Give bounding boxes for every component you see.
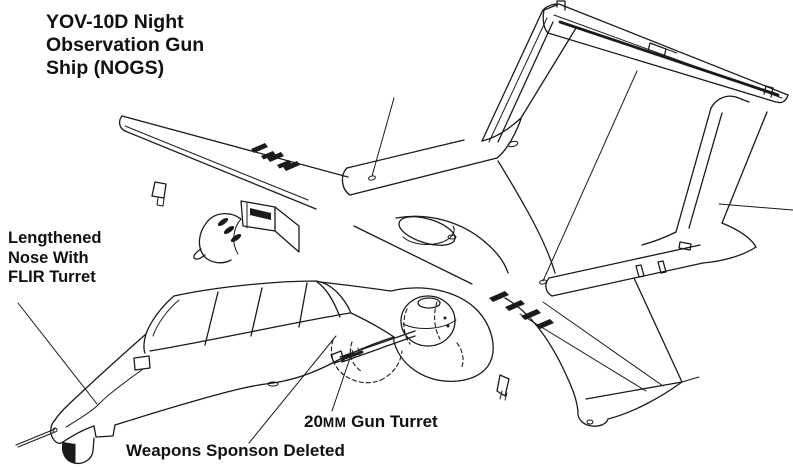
right-tail-boom <box>539 232 756 296</box>
figure-title-line1: YOV-10D Night <box>46 11 184 33</box>
wing <box>120 116 699 426</box>
engine-nacelle <box>241 201 299 252</box>
label-lengthened-nose-line2: Nose With <box>8 248 89 267</box>
figure-title-line2: Observation Gun <box>46 34 205 56</box>
label-lengthened-nose-line1: Lengthened <box>8 229 102 247</box>
gun-turret <box>331 288 493 383</box>
pointer-lines <box>372 71 637 281</box>
propeller-spinner <box>194 214 243 263</box>
label-gun-unit: MM <box>322 415 347 430</box>
left-flap-stripes <box>251 143 300 171</box>
tail-assembly <box>482 1 793 247</box>
label-weapons-sponson: Weapons Sponson Deleted <box>126 441 345 460</box>
label-gun-turret <box>304 412 438 433</box>
label-gun-rest: Gun Turret <box>346 412 438 431</box>
canopy <box>144 281 351 353</box>
label-lengthened-nose <box>8 229 102 288</box>
leader-line-nose <box>18 303 97 404</box>
label-lengthened-nose-line3: FLIR Turret <box>8 268 96 286</box>
figure-title <box>46 11 204 80</box>
figure-title-line3: Ship (NOGS) <box>46 57 165 79</box>
left-fin <box>482 4 576 142</box>
flir-turret <box>62 438 94 463</box>
right-fin <box>676 96 793 247</box>
label-gun-caliber: 20 <box>304 412 323 431</box>
